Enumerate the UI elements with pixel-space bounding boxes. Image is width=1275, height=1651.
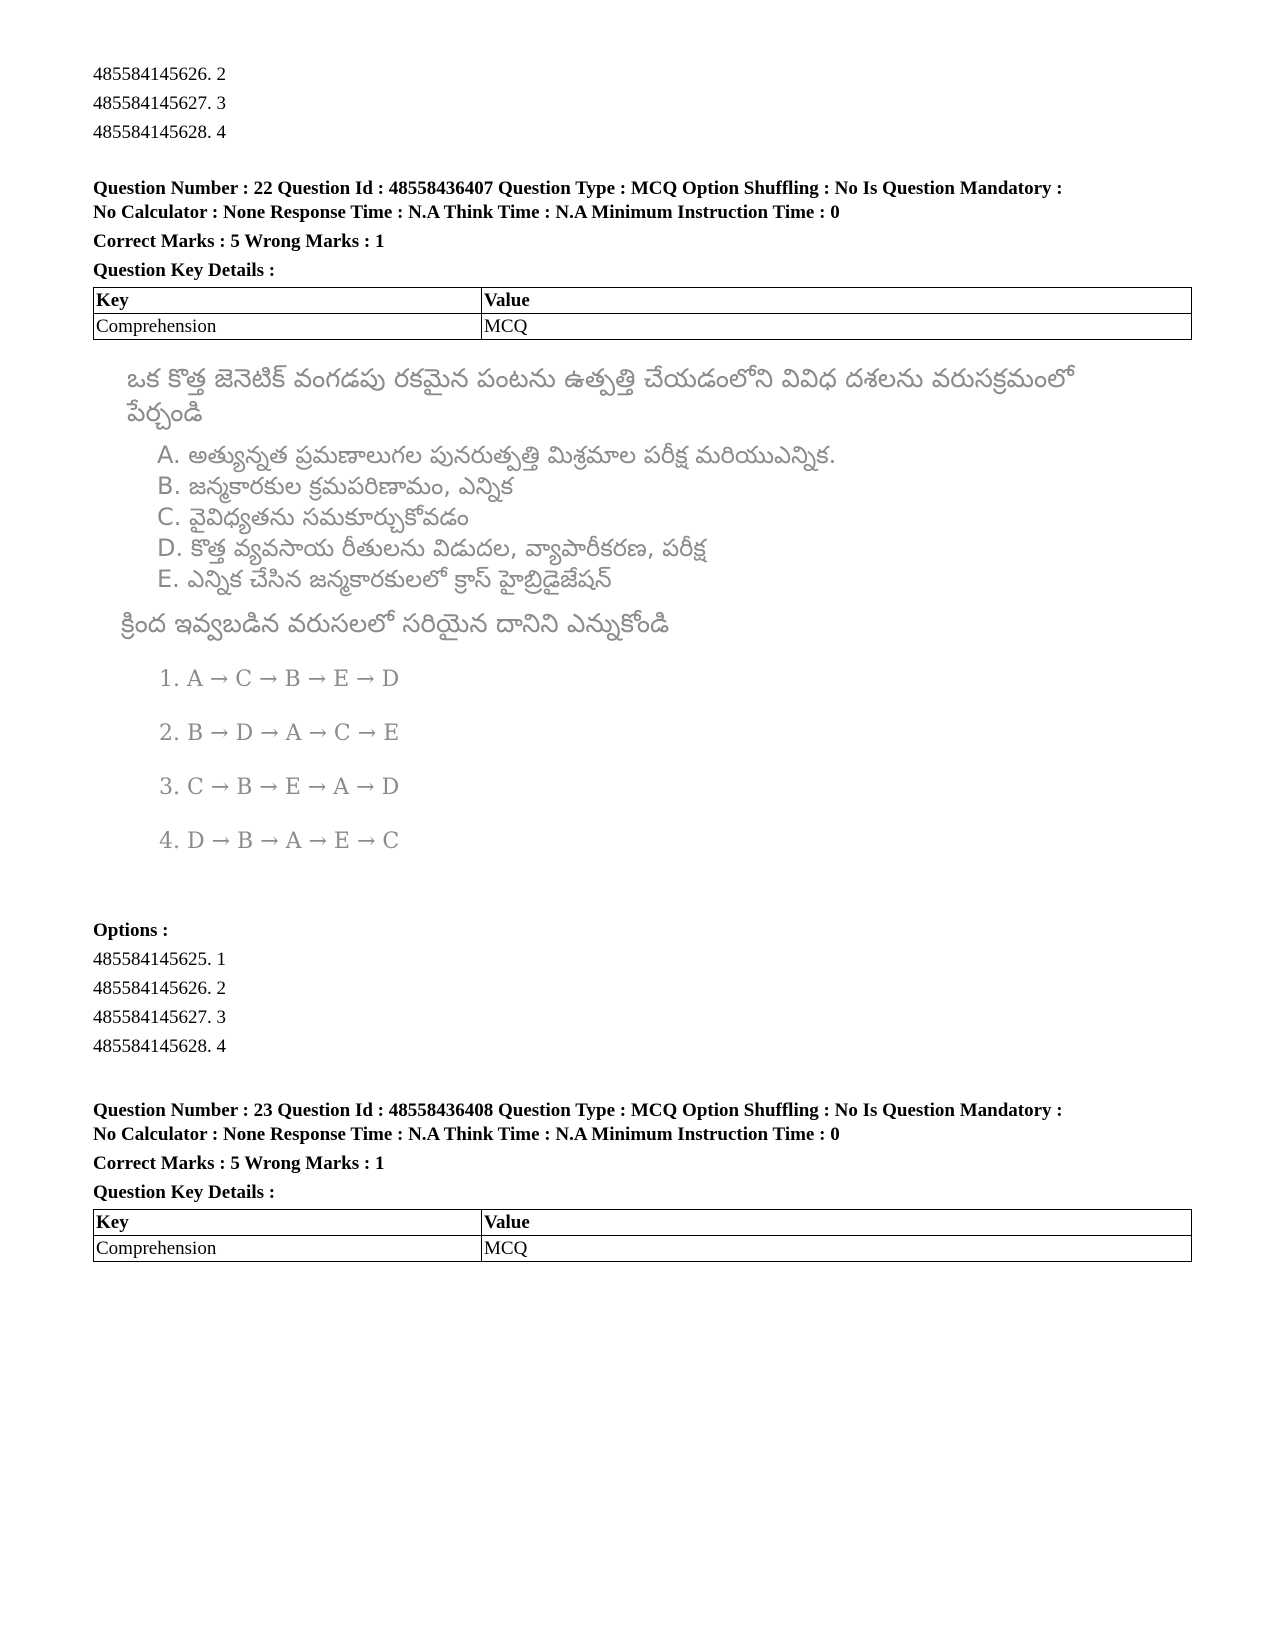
sequence-choice-3: 3. C → B → E → A → D <box>159 775 400 800</box>
question-meta-line-2: No Calculator : None Response Time : N.A Think Time : N.A Minimum Instruction Time : 0 <box>93 1124 840 1145</box>
table-header-key: Key <box>94 288 482 314</box>
question-meta-line-1: Question Number : 23 Question Id : 48558436408 Question Type : MCQ Option Shuffling : No Is Question Mandatory : <box>93 1100 1063 1121</box>
sequence-choice-2: 2. B → D → A → C → E <box>159 721 400 746</box>
option-item: 485584145626. 2 <box>93 64 226 85</box>
options-list <box>93 945 1193 1061</box>
sequence-choice-1: 1. A → C → B → E → D <box>159 667 400 692</box>
question-meta-line-2: No Calculator : None Response Time : N.A Think Time : N.A Minimum Instruction Time : 0 <box>93 202 840 223</box>
question-key-details-title: Question Key Details : <box>93 1182 276 1203</box>
previous-options-list <box>93 60 1193 147</box>
options-title: Options : <box>93 920 169 941</box>
table-row <box>94 1236 1192 1262</box>
question-marks: Correct Marks : 5 Wrong Marks : 1 <box>93 231 385 252</box>
question-statements <box>157 440 1107 595</box>
question-key-details-title: Question Key Details : <box>93 260 276 281</box>
option-item: 485584145628. 4 <box>93 122 226 143</box>
statement-e: E. ఎన్నిక చేసిన జన్మకారకులలో క్రాస్ హైబ్రిడైజేషన్ <box>157 565 612 593</box>
table-cell-value: MCQ <box>482 1236 1192 1262</box>
question-22 <box>93 177 1193 1061</box>
question-image <box>107 362 1107 902</box>
table-cell-value: MCQ <box>482 314 1192 340</box>
table-header-value: Value <box>482 1210 1192 1236</box>
question-marks: Correct Marks : 5 Wrong Marks : 1 <box>93 1153 385 1174</box>
statement-c: C. వైవిధ్యతను సమకూర్చుకోవడం <box>157 503 469 531</box>
table-header-row <box>94 288 1192 314</box>
table-header-row <box>94 1210 1192 1236</box>
statement-a: A. అత్యున్నత ప్రమణాలుగల పునరుత్పత్తి మిశ్రమాల పరీక్ష మరియుఎన్నిక. <box>157 441 837 469</box>
question-meta-line-1: Question Number : 22 Question Id : 48558436407 Question Type : MCQ Option Shuffling : No Is Question Mandatory : <box>93 178 1063 199</box>
table-row <box>94 314 1192 340</box>
statement-d: D. కొత్త వ్యవసాయ రీతులను విడుదల, వ్యాపారీకరణ, పరీక్ష <box>157 534 706 562</box>
question-instruction: క్రింద ఇవ్వబడిన వరుసలలో సరియైన దానిని ఎన్నుకోండి <box>121 609 670 639</box>
question-key-table <box>93 287 1192 340</box>
document-page <box>93 60 1193 1262</box>
sequence-choices <box>159 653 1107 869</box>
option-item: 485584145627. 3 <box>93 1007 226 1028</box>
option-item: 485584145626. 2 <box>93 978 226 999</box>
question-key-table <box>93 1209 1192 1262</box>
table-header-key: Key <box>94 1210 482 1236</box>
option-item: 485584145625. 1 <box>93 949 226 970</box>
question-23 <box>93 1099 1193 1262</box>
sequence-choice-4: 4. D → B → A → E → C <box>159 829 400 854</box>
statement-b: B. జన్మకారకుల క్రమపరిణామం, ఎన్నిక <box>157 472 514 500</box>
option-item: 485584145627. 3 <box>93 93 226 114</box>
table-cell-key: Comprehension <box>94 1236 482 1262</box>
question-stem: ఒక కొత్త జెనెటిక్ వంగడపు రకమైన పంటను ఉత్పత్తి చేయడంలోని వివిధ దశలను వరుసక్రమంలో పేర్చండి <box>127 364 1074 428</box>
table-header-value: Value <box>482 288 1192 314</box>
option-item: 485584145628. 4 <box>93 1036 226 1057</box>
table-cell-key: Comprehension <box>94 314 482 340</box>
